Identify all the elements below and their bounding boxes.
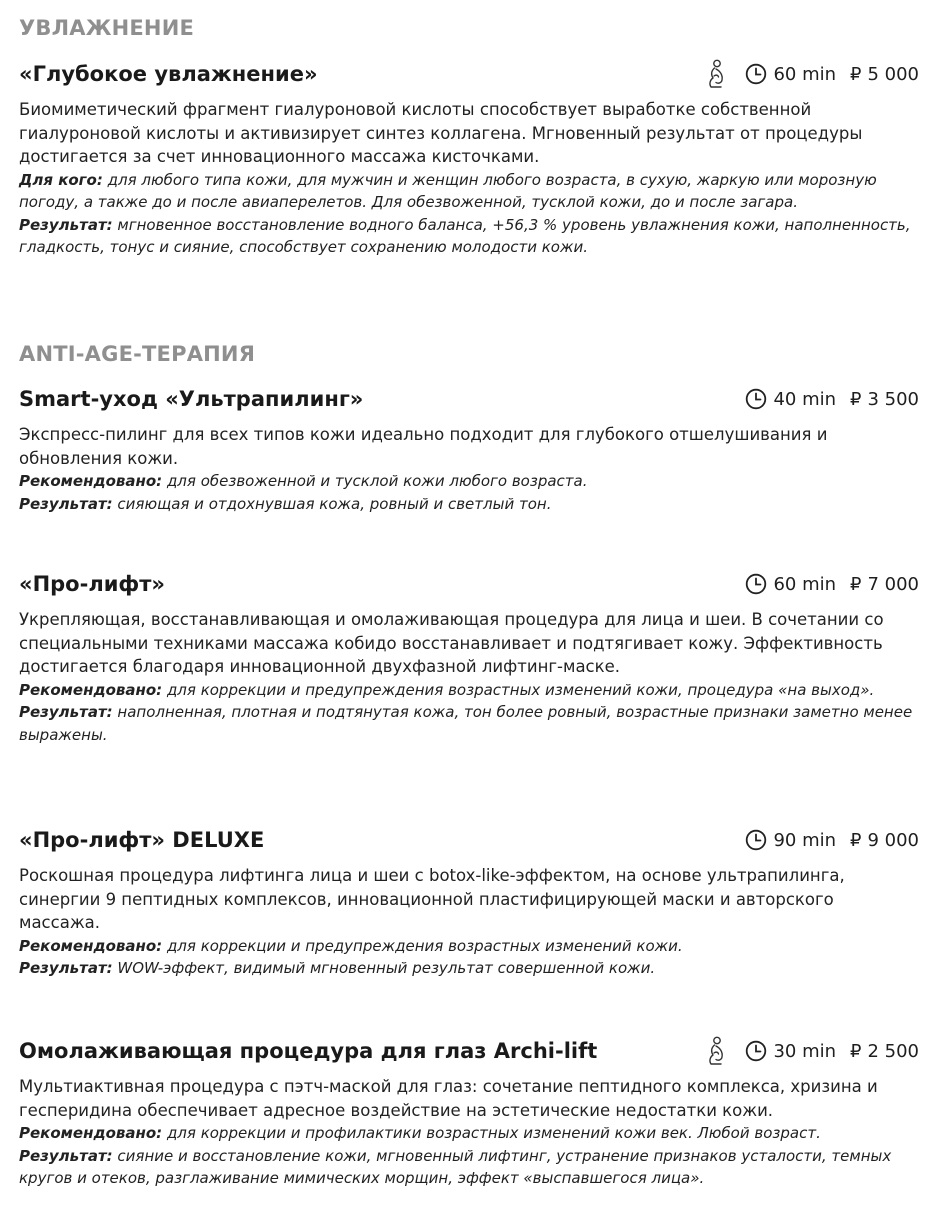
clock-icon bbox=[745, 1040, 767, 1062]
duration-value: 40 min bbox=[773, 388, 837, 410]
service-meta bbox=[703, 1037, 919, 1065]
note-result: Результат: WOW-эффект, видимый мгновенный результат совершенной кожи. bbox=[19, 959, 656, 977]
service-description: Роскошная процедура лифтинга лица и шеи с botox-like-эффектом, на основе ультрапилинга, синергии 9 пептидных комплексов, инновационной пластифицирующей маски и авторского массажа. bbox=[19, 866, 845, 932]
duration bbox=[745, 829, 836, 851]
duration bbox=[745, 1040, 836, 1062]
service-ultrapeeling bbox=[19, 385, 919, 515]
pregnancy-safe-icon bbox=[703, 59, 727, 89]
service-description: Укрепляющая, восстанавливающая и омолаживающая процедура для лица и шеи. В сочетании со специальными техниками массажа кобидо восстанавливает и подтягивает кожу. Эффективность достигается благодаря инновационной двухфазной лифтинг-маске. bbox=[19, 610, 884, 676]
duration bbox=[745, 63, 836, 85]
note-result: Результат: сияние и восстановление кожи, мгновенный лифтинг, устранение признаков усталости, темных кругов и отеков, разглаживание мимических морщин, эффект «выспавшегося лица». bbox=[19, 1146, 892, 1187]
clock-icon bbox=[745, 829, 767, 851]
price-value: 7 000 bbox=[867, 573, 919, 595]
price-value: 2 500 bbox=[867, 1040, 919, 1062]
pregnancy-safe-icon bbox=[703, 1036, 727, 1066]
note-target: Для кого: для любого типа кожи, для мужчин и женщин любого возраста, в сухую, жаркую или морозную погоду, а также до и после авиаперелетов. Для обезвоженной, тусклой кожи, до и после загара. bbox=[19, 170, 877, 211]
section-title-anti-age: ANTI-AGE-ТЕРАПИЯ bbox=[19, 342, 256, 366]
price-value: 9 000 bbox=[867, 829, 919, 851]
ruble-sign: ₽ bbox=[850, 63, 862, 85]
duration-value: 30 min bbox=[773, 1040, 837, 1062]
duration-value: 90 min bbox=[773, 829, 837, 851]
service-meta bbox=[745, 385, 919, 413]
service-description: Экспресс-пилинг для всех типов кожи идеально подходит для глубокого отшелушивания и обновления кожи. bbox=[19, 425, 828, 468]
service-title: «Глубокое увлажнение» bbox=[19, 62, 318, 86]
note-result: Результат: сияющая и отдохнувшая кожа, ровный и светлый тон. bbox=[19, 494, 552, 513]
note-recommended: Рекомендовано: для коррекции и предупреждения возрастных изменений кожи. bbox=[19, 936, 683, 955]
clock-icon bbox=[745, 63, 767, 85]
price bbox=[850, 574, 919, 595]
service-pro-lift bbox=[19, 570, 919, 746]
ruble-sign: ₽ bbox=[850, 829, 862, 851]
duration bbox=[745, 573, 836, 595]
service-deep-hydration bbox=[19, 60, 919, 259]
price bbox=[850, 64, 919, 85]
service-pro-lift-deluxe bbox=[19, 826, 919, 980]
clock-icon bbox=[745, 388, 767, 410]
note-result: Результат: мгновенное восстановление водного баланса, +56,3 % уровень увлажнения кожи, наполненность, гладкость, тонус и сияние, способствует сохранению молодости кожи. bbox=[19, 215, 911, 256]
service-title: «Про-лифт» bbox=[19, 572, 165, 596]
service-title: «Про-лифт» DELUXE bbox=[19, 828, 265, 852]
ruble-sign: ₽ bbox=[850, 1040, 862, 1062]
section-title-hydration: УВЛАЖНЕНИЕ bbox=[19, 16, 195, 40]
clock-icon bbox=[745, 573, 767, 595]
service-title: Омолаживающая процедура для глаз Archi-lift bbox=[19, 1039, 598, 1063]
note-recommended: Рекомендовано: для коррекции и профилактики возрастных изменений кожи век. Любой возраст. bbox=[19, 1124, 821, 1142]
service-description: Биомиметический фрагмент гиалуроновой кислоты способствует выработке собственной гиалуроновой кислоты и активизирует синтез коллагена. Мгновенный результат от процедуры достигается за счет инновационного массажа кисточками. bbox=[19, 100, 863, 166]
ruble-sign: ₽ bbox=[850, 388, 862, 410]
service-archi-lift bbox=[19, 1037, 919, 1190]
duration-value: 60 min bbox=[773, 573, 837, 595]
duration-value: 60 min bbox=[773, 63, 837, 85]
service-title: Smart-уход «Ультрапилинг» bbox=[19, 387, 364, 411]
service-meta bbox=[745, 570, 919, 598]
price bbox=[850, 830, 919, 851]
service-meta bbox=[703, 60, 919, 88]
service-description: Мультиактивная процедура с пэтч-маской для глаз: сочетание пептидного комплекса, хризина и гесперидина обеспечивает адресное воздействие на эстетические недостатки кожи. bbox=[19, 1077, 878, 1120]
ruble-sign: ₽ bbox=[850, 573, 862, 595]
duration bbox=[745, 388, 836, 410]
note-recommended: Рекомендовано: для обезвоженной и тусклой кожи любого возраста. bbox=[19, 472, 588, 490]
price-value: 3 500 bbox=[867, 388, 919, 410]
service-meta bbox=[745, 826, 919, 854]
price bbox=[850, 389, 919, 410]
note-recommended: Рекомендовано: для коррекции и предупреждения возрастных изменений кожи, процедура «на выход». bbox=[19, 680, 875, 699]
price bbox=[850, 1041, 919, 1062]
price-value: 5 000 bbox=[867, 63, 919, 85]
note-result: Результат: наполненная, плотная и подтянутая кожа, тон более ровный, возрастные признаки заметно менее выражены. bbox=[19, 703, 913, 744]
